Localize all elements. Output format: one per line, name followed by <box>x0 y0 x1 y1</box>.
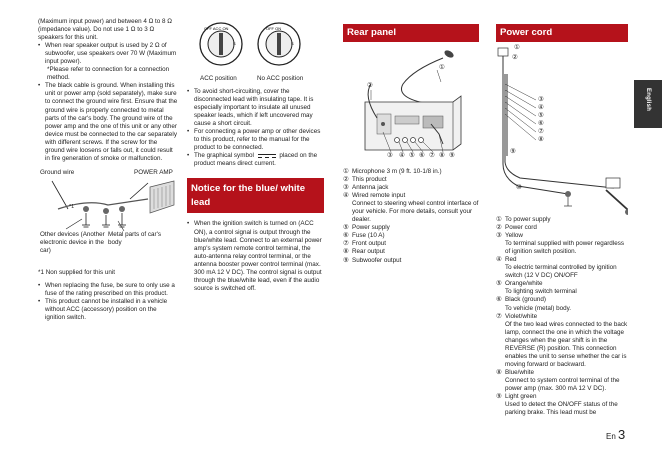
callout-4: ④ <box>399 152 405 159</box>
power-amp-label: POWER AMP <box>134 168 173 176</box>
svg-text:S: S <box>291 41 294 46</box>
callout-4: ④ <box>538 104 544 111</box>
power-amp-shape <box>150 181 174 213</box>
wire-bundle <box>503 74 614 194</box>
list-item: ⑤ Orange/white To lighting switch terminal <box>496 280 577 296</box>
power-cord-list <box>496 216 628 417</box>
rear-panel-figure <box>343 44 479 168</box>
callout-5: ⑤ <box>538 112 544 119</box>
parking-brake-icon <box>606 178 628 215</box>
bullet-graphical-symbol <box>187 152 324 168</box>
callout-2: ② <box>512 54 518 61</box>
page-prefix: En <box>606 432 616 441</box>
acc-ignition-icon <box>200 23 242 65</box>
column-1 <box>38 18 178 322</box>
bullet-power-amp: • For connecting a power amp or other devices to this product, refer to the manual for the product to be connected. <box>187 128 324 152</box>
ground-symbol-icon <box>82 213 126 227</box>
list-item: ⑦ Violet/white Of the two lead wires connected to the back lamp, connect the one in which the voltage changes when the gear shift is in the REVERSE (R) position. This connection enables the unit to sense whether the car is moving forward or backward. <box>496 312 628 368</box>
list-item: ① To power supply <box>496 216 551 223</box>
callout-1: ① <box>514 44 520 51</box>
rear-panel-list <box>343 168 479 265</box>
callout-9: ⑨ <box>449 152 455 159</box>
callout-8: ⑧ <box>538 136 544 143</box>
callout-leaders <box>505 84 536 140</box>
bullet-short-circuit: • To avoid short-circuiting, cover the disconnected lead with insulating tape. It is especially important to insulate all unused speaker leads, which if left uncovered may cause a short circuit. <box>187 88 324 128</box>
list-item: ⑨ Subwoofer output <box>343 256 402 264</box>
other-devices-label: Other devices (Another electronic device in the car) <box>40 230 105 254</box>
ground-figure <box>38 169 178 263</box>
list-item: ② Power cord <box>496 224 537 232</box>
callout-8: ⑧ <box>439 152 445 159</box>
no-acc-position-label: No ACC position <box>257 75 304 82</box>
callout-2: ② <box>367 82 373 89</box>
list-item: ③ Antenna jack <box>343 184 389 192</box>
bullet-ground: • The black cable is ground. When installing this unit or power amp (sold separately), make sure to connect the ground wire first. Ensure that the ground wire is properly connected to metal parts of the car's body. The ground wire of the power amp and the one of this unit or any other device must be connected to the car separately with different screws. If the screw for the ground wire loosens or falls out, it could result in fire generation of smoke or malfunction. <box>38 82 178 162</box>
rear-panel-heading: Rear panel <box>343 24 479 42</box>
screw-icon <box>83 206 125 214</box>
callout-6: ⑥ <box>538 120 544 127</box>
page-number <box>606 427 626 442</box>
bullet-rear-speaker: • When rear speaker output is used by 2 Ω of subwoofer, use speakers over 70 W (Maximum input power). <box>38 42 178 66</box>
other-devices-leader <box>66 219 82 229</box>
callout-3: ③ <box>538 96 544 103</box>
connector-plug <box>498 48 508 74</box>
list-item: ⑧ Rear output <box>343 248 385 256</box>
dc-symbol-icon <box>258 153 276 159</box>
callout-5: ⑤ <box>409 152 415 159</box>
language-tab-label: English <box>645 88 652 112</box>
power-cord-heading: Power cord <box>496 24 628 42</box>
svg-text:S: S <box>233 41 236 46</box>
list-item: ⑨ Light green Used to detect the ON/OFF status of the parking brake. This lead must be <box>496 393 618 417</box>
callout-7: ⑦ <box>429 152 435 159</box>
callout-9: ⑨ <box>510 148 516 155</box>
list-item: ⑥ Black (ground) To vehicle (metal) body. <box>496 296 572 312</box>
rear-panel-diagram <box>343 44 479 168</box>
metal-parts-label: Metal parts of car's body <box>108 230 161 246</box>
ignition-diagram <box>187 18 324 74</box>
power-cord-figure <box>496 44 628 216</box>
graphical-symbol-text-a: The graphical symbol <box>194 152 254 160</box>
column-2 <box>187 18 324 293</box>
list-item: ② This product <box>343 176 387 184</box>
notice-text: • When the ignition switch is turned on (ACC ON), a control signal is output through the blue/white lead. Connect to an external power amp's system remote control terminal, the auto-antenna relay control terminal, or the antenna booster power control terminal (max. 300 mA 12 V DC). The control signal is output through the blue/white lead, even if the audio source is switched off. <box>187 220 324 292</box>
list-item: ⑧ Blue/white Connect to system control terminal of the power amp (max. 300 mA 12 V DC). <box>496 368 620 392</box>
column-4 <box>496 24 628 417</box>
list-item: ⑤ Power supply <box>343 224 390 232</box>
svg-text:OFF ON: OFF ON <box>266 26 282 31</box>
ground-wire-label: Ground wire <box>40 168 75 176</box>
acc-position-label: ACC position <box>200 75 237 82</box>
ground-screw-icon <box>564 191 572 206</box>
amp-leader <box>130 183 148 199</box>
ground-diagram <box>38 179 178 235</box>
list-item: ⑦ Front output <box>343 240 386 248</box>
metal-parts-leader <box>118 221 124 231</box>
asterisk-label: *1 <box>69 203 75 210</box>
intro-text: (Maximum input power) and between 4 Ω to 8 Ω (impedance value). Do not use 1 Ω to 3 Ω speakers for this unit. <box>38 18 173 42</box>
svg-text:OFF ACC ON: OFF ACC ON <box>204 26 229 31</box>
list-item: ④ Red To electric terminal controlled by ignition switch (12 V DC) ON/OFF <box>496 256 617 280</box>
language-tab <box>634 80 662 128</box>
list-item: ① Microphone 3 m (9 ft. 10-1/8 in.) <box>343 168 442 175</box>
refer-note: *Please refer to connection for a connection method. <box>47 66 170 82</box>
list-item: ③ Yellow To terminal supplied with power regardless of ignition switch position. <box>496 232 624 256</box>
callout-1: ① <box>439 64 445 71</box>
page-number-value: 3 <box>618 427 626 442</box>
bullet-fuse: • When replacing the fuse, be sure to only use a fuse of the rating prescribed on this product. <box>38 282 178 298</box>
callout-6: ⑥ <box>419 152 425 159</box>
list-item: ④ Wired remote input Connect to steering wheel control interface of your vehicle. For more details, consult your dealer. <box>343 192 479 224</box>
callout-10: ⑩ <box>516 184 522 191</box>
ground-wire-leader <box>52 181 68 209</box>
footnote: *1 Non supplied for this unit <box>38 268 116 276</box>
notice-heading: Notice for the blue/ white lead <box>187 178 324 213</box>
bullet-acc: • This product cannot be installed in a vehicle without ACC (accessory) position on the ignition switch. <box>38 298 178 322</box>
graphical-symbol-text-b: placed on the product means direct current. <box>194 152 318 168</box>
ignition-figure <box>187 18 324 84</box>
column-3 <box>343 24 479 265</box>
microphone-icon <box>401 49 454 104</box>
callout-3: ③ <box>387 152 393 159</box>
list-item: ⑥ Fuse (10 A) <box>343 232 385 240</box>
callout-7: ⑦ <box>538 128 544 135</box>
no-acc-ignition-icon <box>258 23 300 65</box>
